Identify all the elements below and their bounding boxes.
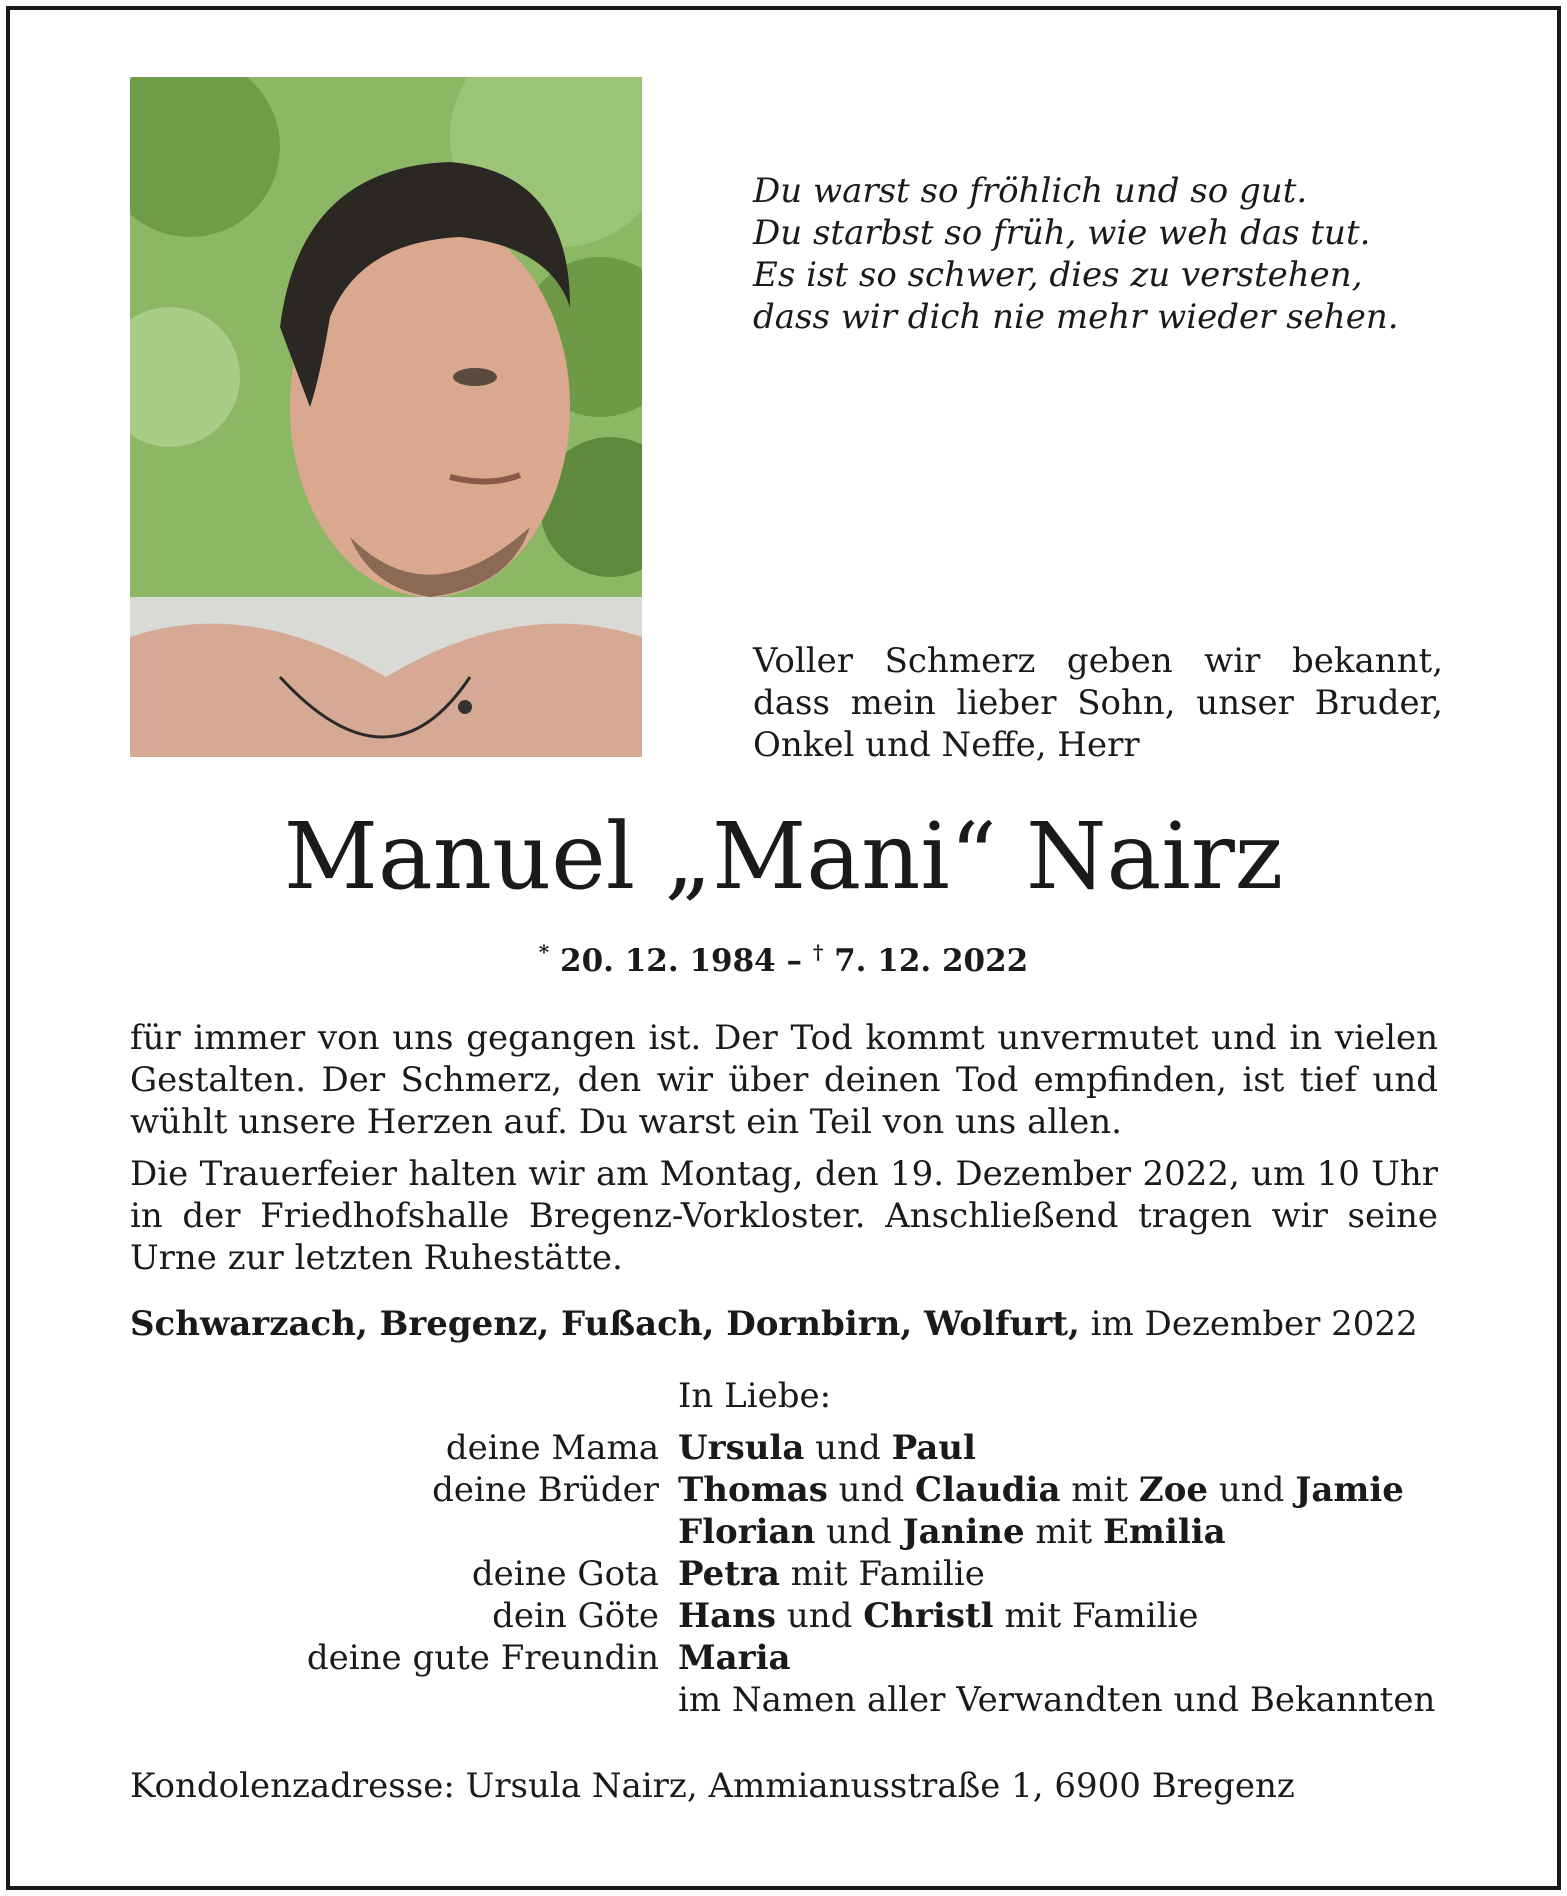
mourner-connector: mit Familie bbox=[993, 1596, 1199, 1636]
mourner-connector: und bbox=[804, 1428, 892, 1468]
mourner-relation: deine gute Freundin bbox=[306, 1638, 659, 1678]
mourner-connector: und bbox=[1208, 1470, 1296, 1510]
mourner-name: Petra bbox=[678, 1554, 780, 1594]
mourner-connector: mit bbox=[1060, 1470, 1139, 1510]
birth-date: 20. 12. 1984 bbox=[560, 943, 776, 979]
portrait-photo bbox=[130, 77, 642, 757]
poem-line: Du starbst so früh, wie weh das tut. bbox=[753, 213, 1371, 253]
mourner-relation: deine Gota bbox=[471, 1554, 659, 1594]
poem-line: dass wir dich nie mehr wieder sehen. bbox=[753, 297, 1399, 337]
death-symbol: † bbox=[812, 940, 824, 964]
mourner-names bbox=[678, 1469, 1404, 1511]
portrait-photo-icon bbox=[130, 77, 642, 757]
mourners-list bbox=[0, 1427, 1567, 1721]
mourner-connector: im Namen aller Verwandten und Bekannten bbox=[678, 1680, 1436, 1720]
mourner-connector: und bbox=[776, 1596, 864, 1636]
mourner-names bbox=[678, 1595, 1199, 1637]
birth-symbol: * bbox=[538, 940, 550, 964]
mourner-name: Christl bbox=[863, 1596, 994, 1636]
body-paragraph-1: für immer von uns gegangen ist. Der Tod kommt unvermutet und in vielen Gestalten. Der Schmerz, den wir über deinen Tod empfinden, ist tief und wühlt unsere Herzen auf. Du warst ein Teil von uns allen. bbox=[130, 1018, 1438, 1142]
mourner-row bbox=[0, 1427, 1567, 1469]
mourner-connector: und bbox=[827, 1470, 916, 1510]
mourner-name: Maria bbox=[678, 1638, 791, 1678]
mourner-connector: mit Familie bbox=[779, 1554, 985, 1594]
places-date: im Dezember 2022 bbox=[1079, 1304, 1418, 1344]
deceased-name: Manuel „Mani“ Nairz bbox=[283, 803, 1284, 910]
announcement-intro: Voller Schmerz geben wir bekannt, dass mein lieber Sohn, unser Bruder, Onkel und Neffe, Herr bbox=[753, 641, 1443, 765]
mourner-name: Emilia bbox=[1103, 1512, 1226, 1552]
life-dates bbox=[0, 932, 1567, 981]
mourner-name: Janine bbox=[902, 1512, 1025, 1552]
mourner-names bbox=[678, 1679, 1435, 1721]
mourner-row bbox=[0, 1553, 1567, 1595]
mourner-row bbox=[0, 1511, 1567, 1553]
mourner-row bbox=[0, 1637, 1567, 1679]
mourner-names bbox=[678, 1427, 976, 1469]
places-towns: Schwarzach, Bregenz, Fußach, Dornbirn, Wolfurt, bbox=[130, 1304, 1080, 1344]
mourner-name: Paul bbox=[891, 1428, 976, 1468]
condolence-address: Kondolenzadresse: Ursula Nairz, Ammianusstraße 1, 6900 Bregenz bbox=[130, 1766, 1295, 1806]
mourner-connector: mit bbox=[1024, 1512, 1104, 1552]
body-paragraph-2: Die Trauerfeier halten wir am Montag, den 19. Dezember 2022, um 10 Uhr in der Friedhofshalle Bregenz-Vorkloster. Anschließend tragen wir seine Urne zur letzten Ruhestätte. bbox=[130, 1154, 1438, 1278]
mourner-name: Claudia bbox=[915, 1470, 1061, 1510]
date-separator: – bbox=[775, 943, 813, 979]
places-line bbox=[130, 1303, 1460, 1345]
mourner-name: Florian bbox=[678, 1512, 816, 1552]
mourner-name: Zoe bbox=[1138, 1470, 1209, 1510]
mourner-row bbox=[0, 1469, 1567, 1511]
mourner-name: Ursula bbox=[678, 1428, 805, 1468]
mourner-row bbox=[0, 1595, 1567, 1637]
mourner-names bbox=[678, 1637, 791, 1679]
mourner-relation: deine Mama bbox=[445, 1428, 659, 1468]
mourner-connector: und bbox=[815, 1512, 903, 1552]
mourner-names bbox=[678, 1511, 1226, 1553]
mourner-name: Thomas bbox=[678, 1470, 828, 1510]
poem-line: Es ist so schwer, dies zu verstehen, bbox=[753, 255, 1363, 295]
poem bbox=[753, 170, 1453, 338]
mourner-row bbox=[0, 1679, 1567, 1721]
mourner-relation: deine Brüder bbox=[432, 1470, 659, 1510]
mourner-name: Hans bbox=[678, 1596, 777, 1636]
mourners-heading: In Liebe: bbox=[678, 1376, 832, 1416]
death-date: 7. 12. 2022 bbox=[834, 943, 1029, 979]
mourner-name: Jamie bbox=[1295, 1470, 1404, 1510]
poem-line: Du warst so fröhlich und so gut. bbox=[753, 171, 1308, 211]
mourner-relation: dein Göte bbox=[492, 1596, 659, 1636]
mourner-names bbox=[678, 1553, 985, 1595]
